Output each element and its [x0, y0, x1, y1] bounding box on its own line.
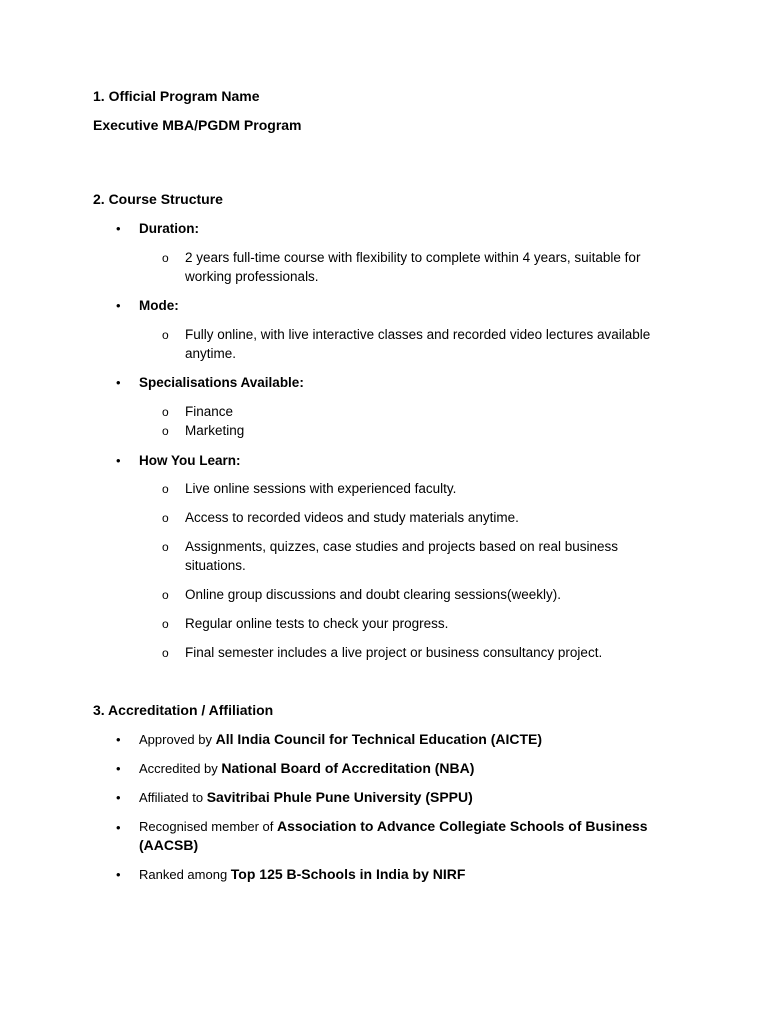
sub-marker: o	[162, 511, 169, 525]
accreditation-body: National Board of Accreditation (NBA)	[221, 760, 475, 776]
mode-item-line2: anytime.	[185, 346, 237, 361]
sub-marker: o	[162, 405, 169, 419]
accreditation-prefix: Recognised member of	[139, 819, 278, 834]
accreditation-body-continued: (AACSB)	[139, 837, 199, 853]
learn-item-continued: situations.	[185, 558, 246, 573]
bullet-marker: •	[116, 761, 121, 776]
sub-marker: o	[162, 424, 169, 438]
learn-item: Live online sessions with experienced faculty.	[185, 481, 457, 496]
program-name: Executive MBA/PGDM Program	[93, 117, 302, 133]
mode-item-line1: Fully online, with live interactive classes and recorded video lectures available	[185, 327, 651, 342]
accreditation-body: Association to Advance Collegiate Schools of Business	[277, 818, 648, 834]
learn-item: Online group discussions and doubt clearing sessions(weekly).	[185, 587, 561, 602]
accreditation-item	[139, 730, 542, 749]
learn-item: Assignments, quizzes, case studies and projects based on real business	[185, 539, 618, 554]
sub-marker: o	[162, 251, 169, 265]
bullet-marker: •	[116, 221, 121, 236]
specialisation-finance: Finance	[185, 404, 234, 419]
duration-label: Duration:	[139, 221, 199, 236]
learn-item: Final semester includes a live project or business consultancy project.	[185, 645, 603, 660]
bullet-marker: •	[116, 790, 121, 805]
bullet-marker: •	[116, 453, 121, 468]
sub-marker: o	[162, 482, 169, 496]
accreditation-prefix: Ranked among	[139, 867, 231, 882]
accreditation-body: All India Council for Technical Education (AICTE)	[215, 731, 543, 747]
learn-item: Access to recorded videos and study materials anytime.	[185, 510, 519, 525]
accreditation-prefix: Approved by	[139, 732, 216, 747]
bullet-marker: •	[116, 732, 121, 747]
learn-item: Regular online tests to check your progress.	[185, 616, 449, 631]
mode-label: Mode:	[139, 298, 179, 313]
bullet-marker: •	[116, 298, 121, 313]
section-2-heading: 2. Course Structure	[93, 191, 223, 207]
accreditation-prefix: Accredited by	[139, 761, 222, 776]
accreditation-item	[139, 817, 648, 836]
specialisation-marketing: Marketing	[185, 423, 245, 438]
sub-marker: o	[162, 328, 169, 342]
sub-marker: o	[162, 540, 169, 554]
bullet-marker: •	[116, 375, 121, 390]
accreditation-body: Top 125 B-Schools in India by NIRF	[230, 866, 466, 882]
sub-marker: o	[162, 646, 169, 660]
accreditation-item	[139, 865, 465, 884]
duration-item-line1: 2 years full-time course with flexibility to complete within 4 years, suitable for	[185, 250, 641, 265]
how-you-learn-label: How You Learn:	[139, 453, 241, 468]
accreditation-item	[139, 788, 473, 807]
accreditation-item	[139, 759, 474, 778]
accreditation-body: Savitribai Phule Pune University (SPPU)	[206, 789, 473, 805]
specialisations-label: Specialisations Available:	[139, 375, 304, 390]
bullet-marker: •	[116, 820, 121, 835]
bullet-marker: •	[116, 867, 121, 882]
sub-marker: o	[162, 617, 169, 631]
section-3-heading: 3. Accreditation / Affiliation	[93, 702, 274, 718]
sub-marker: o	[162, 588, 169, 602]
section-1-heading: 1. Official Program Name	[93, 88, 260, 104]
accreditation-prefix: Affiliated to	[139, 790, 207, 805]
duration-item-line2: working professionals.	[185, 269, 319, 284]
